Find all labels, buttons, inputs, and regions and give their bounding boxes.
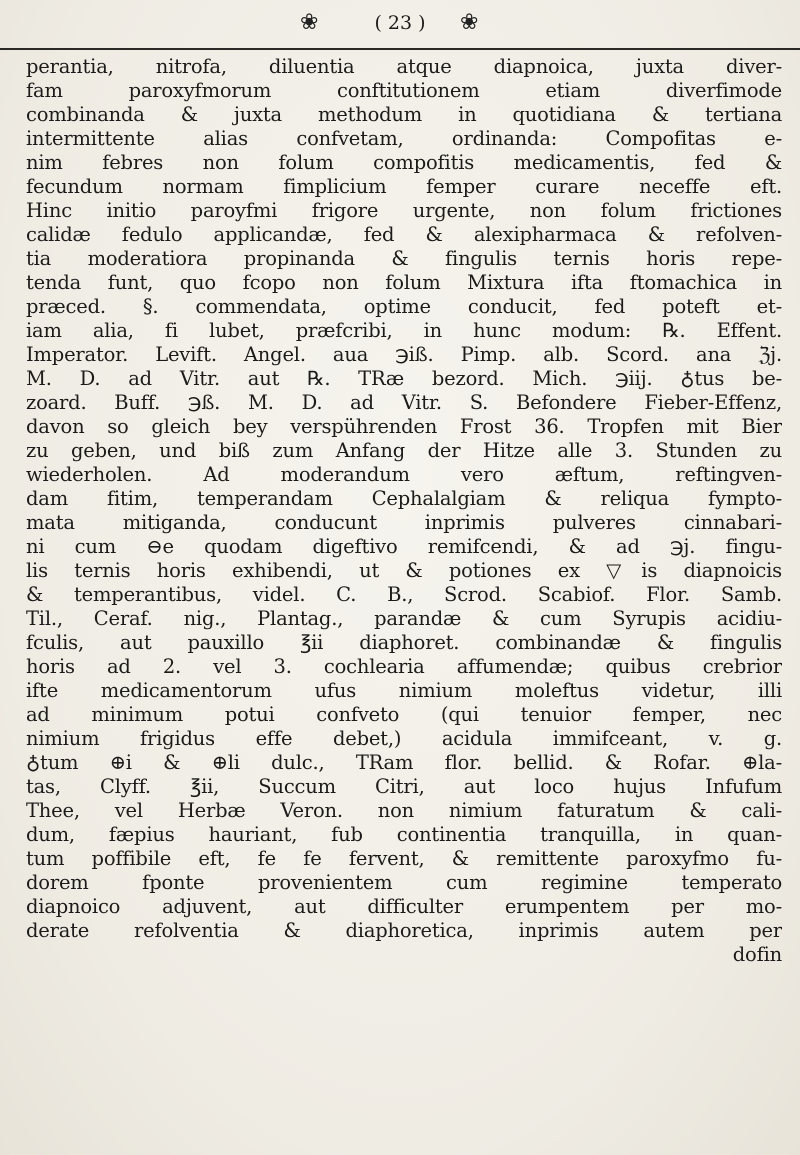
text-line: nim febres non folum compofitis medicamentis, fed & (26, 151, 782, 174)
text-line: ni cum ⊖e quodam digeftivo remifcendi, & ad ℈j. fingu- (26, 535, 782, 558)
catchword: dofin (732, 943, 782, 966)
text-line: zu geben, und biß zum Anfang der Hitze alle 3. Stunden zu (26, 439, 782, 462)
text-line: intermittente alias confvetam, ordinanda: Compofitas e- (26, 127, 782, 150)
text-line: mata mitiganda, conducunt inprimis pulveres cinnabari- (26, 511, 782, 534)
text-line: Imperator. Levift. Angel. aua ℈iß. Pimp. alb. Scord. ana ℨj. (26, 343, 782, 366)
text-line: dorem fponte provenientem cum regimine temperato (26, 871, 782, 894)
text-line: M. D. ad Vitr. aut ℞. TRæ bezord. Mich. ℈iij. ♁tus be- (26, 367, 782, 390)
text-line: dum, fæpius hauriant, fub continentia tranquilla, in quan- (26, 823, 782, 846)
header-rule (0, 48, 800, 50)
text-line: tum poffibile eft, fe fe fervent, & remittente paroxyfmo fu- (26, 847, 782, 870)
text-line: fecundum normam fimplicium femper curare neceffe eft. (26, 175, 782, 198)
text-line: Til., Ceraf. nig., Plantag., parandæ & cum Syrupis acidiu- (26, 607, 782, 630)
text-line: dam fitim, temperandam Cephalalgiam & reliqua fympto- (26, 487, 782, 510)
text-line: perantia, nitrofa, diluentia atque diapnoica, juxta diver- (26, 55, 782, 78)
text-line: davon so gleich bey verspührenden Frost 36. Tropfen mit Bier (26, 415, 782, 438)
text-line: ad minimum potui confveto (qui tenuior femper, nec (26, 703, 782, 726)
text-line: derate refolventia & diaphoretica, inprimis autem per (26, 919, 782, 942)
text-line: præced. §. commendata, optime conducit, fed poteft et- (26, 295, 782, 318)
text-line: zoard. Buff. ℈ß. M. D. ad Vitr. S. Befondere Fieber-Effenz, (26, 391, 782, 414)
text-line: wiederholen. Ad moderandum vero æftum, reftingven- (26, 463, 782, 486)
page-number: ( 23 ) (374, 12, 426, 34)
text-line: & temperantibus, videl. C. B., Scrod. Scabiof. Flor. Samb. (26, 583, 782, 606)
flower-ornament-left-icon: ❀ (300, 10, 319, 35)
text-line: horis ad 2. vel 3. cochlearia affumendæ; quibus crebrior (26, 655, 782, 678)
text-line: fam paroxyfmorum conftitutionem etiam diverfimode (26, 79, 782, 102)
text-line: tenda funt, quo fcopo non folum Mixtura ifta ftomachica in (26, 271, 782, 294)
text-line: iam alia, fi lubet, præfcribi, in hunc modum: ℞. Effent. (26, 319, 782, 342)
text-line: ♁tum ⊕i & ⊕li dulc., TRam flor. bellid. & Rofar. ⊕la- (26, 751, 782, 774)
text-line: calidæ fedulo applicandæ, fed & alexipharmaca & refolven- (26, 223, 782, 246)
text-line: Hinc initio paroyfmi frigore urgente, non folum frictiones (26, 199, 782, 222)
text-line: fculis, aut pauxillo ℥ii diaphoret. combinandæ & fingulis (26, 631, 782, 654)
text-line: lis ternis horis exhibendi, ut & potiones ex ▽is diapnoicis (26, 559, 782, 582)
body-text (26, 55, 782, 967)
text-line: ifte medicamentorum ufus nimium moleftus videtur, illi (26, 679, 782, 702)
text-line: tas, Clyff. ℥ii, Succum Citri, aut loco hujus Infufum (26, 775, 782, 798)
text-line: diapnoico adjuvent, aut difficulter erumpentem per mo- (26, 895, 782, 918)
page-header (260, 6, 540, 46)
text-line: combinanda & juxta methodum in quotidiana & tertiana (26, 103, 782, 126)
flower-ornament-right-icon: ❀ (460, 10, 479, 35)
text-line: Thee, vel Herbæ Veron. non nimium faturatum & cali- (26, 799, 782, 822)
text-line: tia moderatiora propinanda & fingulis ternis horis repe- (26, 247, 782, 270)
text-line: nimium frigidus effe debet,) acidula immifceant, v. g. (26, 727, 782, 750)
